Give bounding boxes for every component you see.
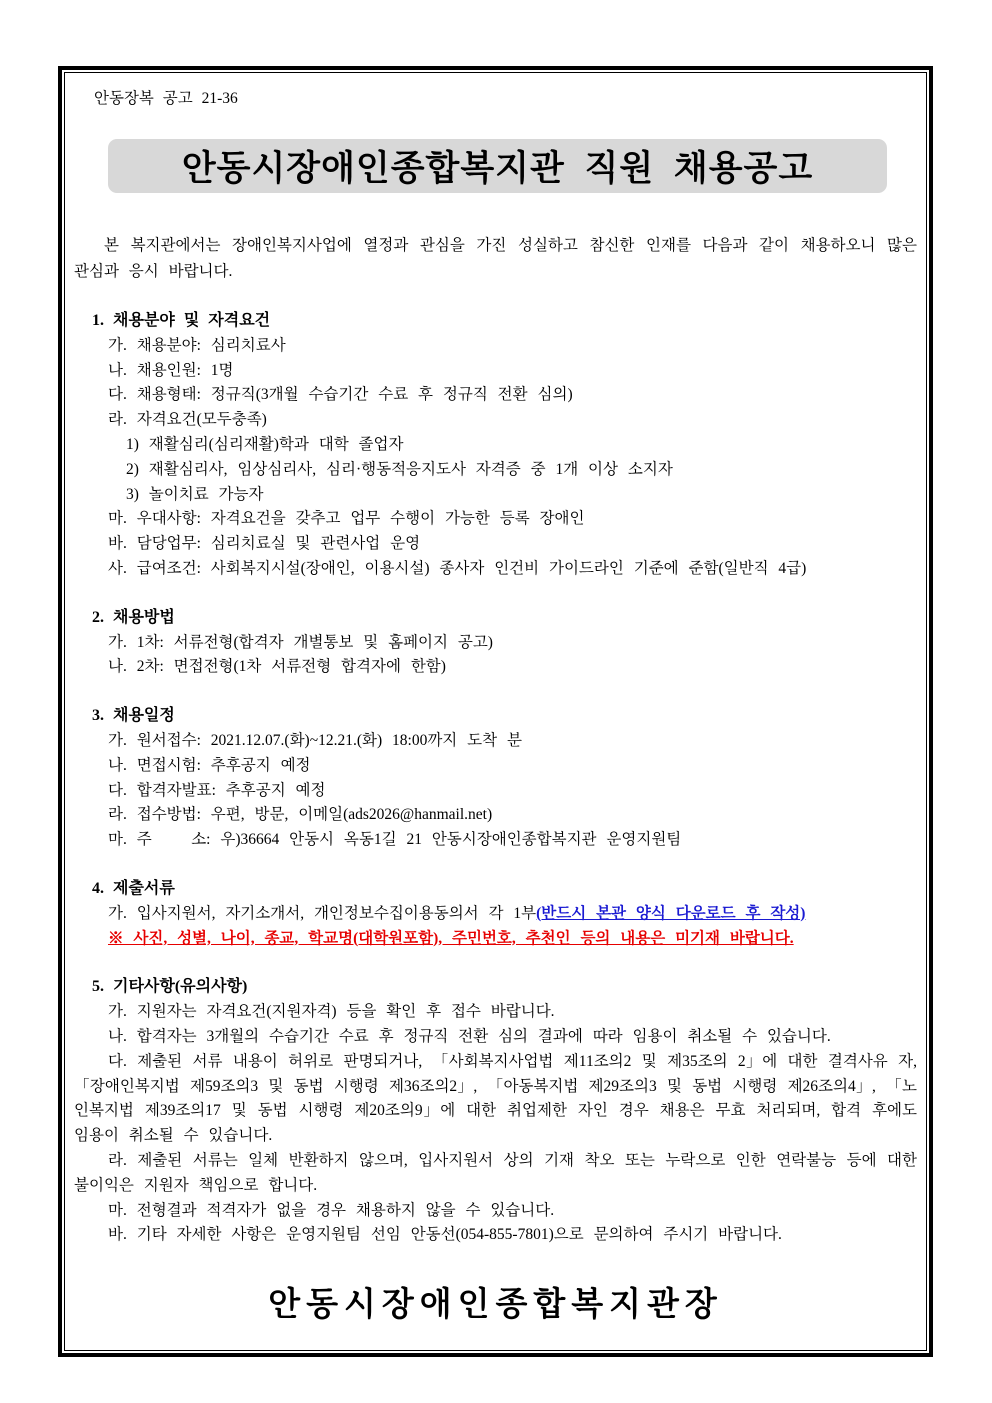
intro-paragraph: 본 복지관에서는 장애인복지사업에 열정과 관심을 가진 성실하고 참신한 인재를 다음과 같이 채용하오니 많은 관심과 응시 바랍니다. <box>74 237 917 280</box>
section-recruit-method <box>74 606 917 680</box>
documents-red-note: ※ 사진, 성별, 나이, 종교, 학교명(대학원포함), 주민번호, 추천인 등의 내용은 미기재 바랍니다. <box>108 929 794 947</box>
note-paragraph: 나. 합격자는 3개월의 수습기간 수료 후 정규직 전환 심의 결과에 따라 임용이 취소될 수 있습니다. <box>108 1027 831 1045</box>
list-item: 라. 접수방법: 우편, 방문, 이메일(ads2026@hanmail.net) <box>108 806 493 824</box>
note-paragraph: 다. 제출된 서류 내용이 허위로 판명되거나, 「사회복지사업법 제11조의2 및 제35조의 2」에 대한 결격사유 자, 「장애인복지법 제59조의3 및 동법 시행령 제36조의2」, 「아동복지법 제29조의3 및 동법 시행령 제26조의4」, 「노인복지법 제39조의17 및 동법 시행령 제20조의9」에 대한 취업제한 자인 경우 채용은 무효 처리되며, 합격 후에도 임용이 취소될 수 있습니다. <box>74 1052 917 1145</box>
document-inner-border <box>64 72 927 1351</box>
section-recruit-schedule <box>74 704 917 853</box>
note-paragraph: 바. 기타 자세한 사항은 운영지원팀 선임 안동선(054-855-7801)으로 문의하여 주시기 바랍니다. <box>108 1226 782 1244</box>
list-item: 가. 채용분야: 심리치료사 <box>108 336 286 354</box>
documents-text: 가. 입사지원서, 자기소개서, 개인정보수집이용동의서 각 1부 <box>108 904 537 922</box>
list-item: 다. 채용형태: 정규직(3개월 수습기간 수료 후 정규직 전환 심의) <box>108 386 573 404</box>
section-heading: 2. 채용방법 <box>92 608 175 626</box>
section-heading: 3. 채용일정 <box>92 707 175 725</box>
list-item: 마. 우대사항: 자격요건을 갖추고 업무 수행이 가능한 등록 장애인 <box>108 510 585 528</box>
list-item: 나. 면접시험: 추후공지 예정 <box>108 756 311 774</box>
notice-number: 안동장복 공고 21-36 <box>94 90 238 107</box>
list-item: 라. 자격요건(모두충족) <box>108 411 267 429</box>
page-title: 안동시장애인종합복지관 직원 채용공고 <box>181 149 814 188</box>
list-item-address: 마. 주 소: 우)36664 안동시 옥동1길 21 안동시장애인종합복지관 운영지원팀 <box>108 831 682 849</box>
list-item-documents <box>74 902 917 927</box>
document-frame <box>58 66 933 1357</box>
section-other-notes <box>74 975 917 1248</box>
note-paragraph: 라. 제출된 서류는 일체 반환하지 않으며, 입사지원서 상의 기재 착오 또는 누락으로 인한 연락불능 등에 대한 불이익은 지원자 책임으로 합니다. <box>74 1151 917 1194</box>
list-item: 나. 채용인원: 1명 <box>108 361 234 379</box>
list-item: 바. 담당업무: 심리치료실 및 관련사업 운영 <box>108 535 421 553</box>
list-item: 다. 합격자발표: 추후공지 예정 <box>108 781 326 799</box>
section-recruit-field <box>74 309 917 582</box>
list-item: 사. 급여조건: 사회복지시설(장애인, 이용시설) 종사자 인건비 가이드라인 기준에 준함(일반직 4급) <box>108 559 807 577</box>
sub-list-item: 3) 놀이치료 가능자 <box>126 485 264 503</box>
section-heading: 1. 채용분야 및 자격요건 <box>92 312 271 329</box>
note-paragraph: 가. 지원자는 자격요건(지원자격) 등을 확인 후 접수 바랍니다. <box>108 1003 555 1021</box>
section-documents <box>74 877 917 951</box>
closing-signature: 안동시장애인종합복지관장 <box>268 1287 723 1324</box>
title-banner <box>108 139 887 193</box>
section-heading: 5. 기타사항(유의사항) <box>92 978 248 996</box>
list-item: 가. 1차: 서류전형(합격자 개별통보 및 홈페이지 공고) <box>108 633 493 651</box>
list-item: 나. 2차: 면접전형(1차 서류전형 합격자에 한함) <box>108 658 446 676</box>
sub-list-item: 2) 재활심리사, 임상심리사, 심리·행동적응지도사 자격증 중 1개 이상 소지자 <box>126 460 673 478</box>
list-item: 가. 원서접수: 2021.12.07.(화)~12.21.(화) 18:00까지 도착 분 <box>108 731 522 749</box>
documents-blue-note: (반드시 본관 양식 다운로드 후 작성) <box>536 904 806 922</box>
note-paragraph: 마. 전형결과 적격자가 없을 경우 채용하지 않을 수 있습니다. <box>108 1201 555 1219</box>
sub-list-item: 1) 재활심리(심리재활)학과 대학 졸업자 <box>126 435 404 453</box>
section-heading: 4. 제출서류 <box>92 879 175 897</box>
